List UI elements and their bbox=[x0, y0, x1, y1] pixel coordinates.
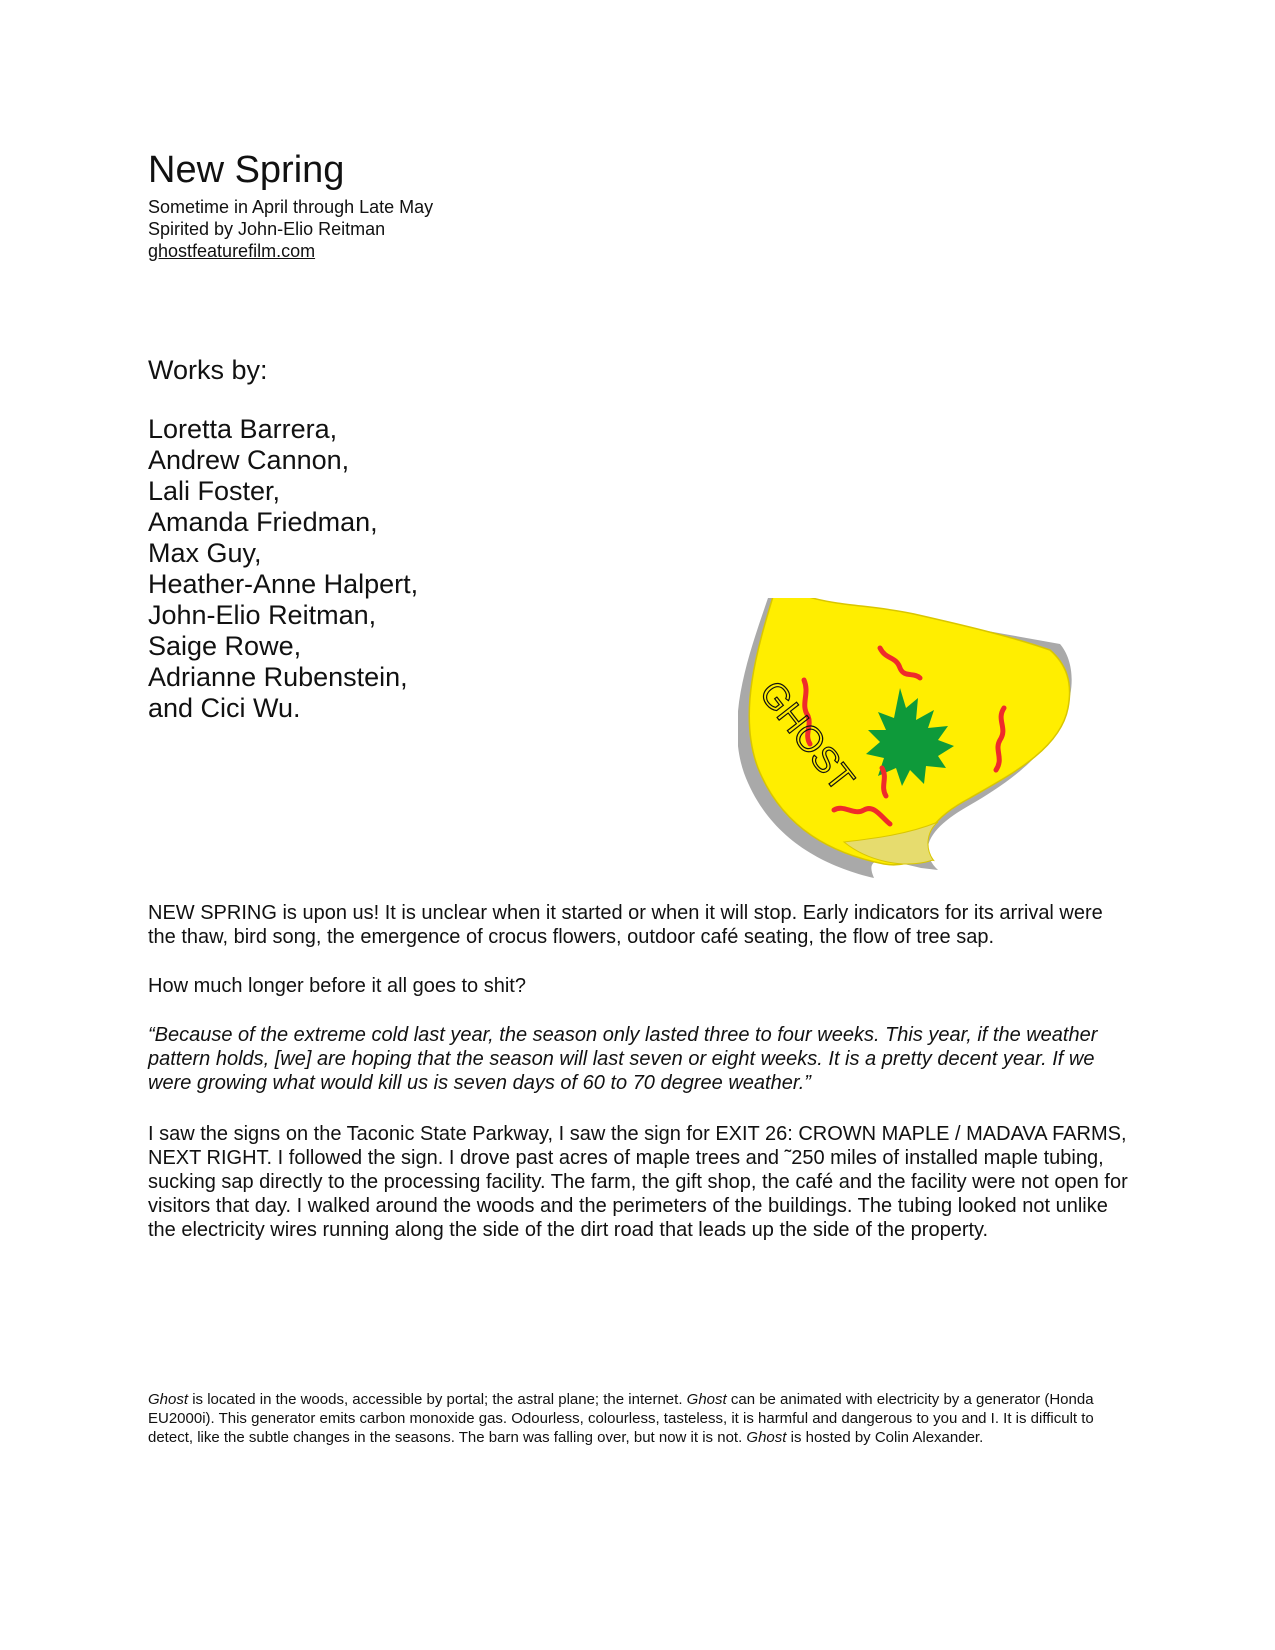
quote-paragraph: “Because of the extreme cold last year, the season only lasted three to four weeks. This year, if the weather pattern holds, [we] are hoping that the season will last seven or eight weeks. It is a pretty decent year. If we were growing what would kill us is seven days of 60 to 70 degree weather.” bbox=[148, 1024, 1098, 1094]
artist-name: and Cici Wu. bbox=[148, 693, 301, 723]
artist-name: Loretta Barrera, bbox=[148, 414, 338, 444]
question-paragraph: How much longer before it all goes to shit? bbox=[148, 975, 526, 997]
footer-note bbox=[148, 1390, 1133, 1447]
works-heading: Works by: bbox=[148, 355, 268, 385]
artist-name: Heather-Anne Halpert, bbox=[148, 569, 419, 599]
event-meta bbox=[148, 196, 433, 262]
footer-text: is hosted by Colin Alexander. bbox=[786, 1429, 984, 1446]
artist-name: Adrianne Rubenstein, bbox=[148, 662, 408, 692]
page-title: New Spring bbox=[148, 149, 345, 191]
event-curator: Spirited by John-Elio Reitman bbox=[148, 219, 386, 239]
ghost-title: Ghost bbox=[148, 1391, 189, 1408]
ghost-title: Ghost bbox=[746, 1429, 787, 1446]
ghost-title: Ghost bbox=[686, 1391, 727, 1408]
artist-name: Lali Foster, bbox=[148, 476, 281, 506]
footer-text: can be animated with electricity by a generator (Honda EU2000i). This generator emits carbon monoxide gas. Odourless, colourless, tasteless, it is harmful and dangerous to you and I. It is difficult to detect, like the subtle changes in the seasons. The barn was falling over, but now it is not. bbox=[148, 1391, 1094, 1446]
artist-name: John-Elio Reitman, bbox=[148, 600, 377, 630]
event-dates: Sometime in April through Late May bbox=[148, 197, 434, 217]
artist-name: Amanda Friedman, bbox=[148, 507, 378, 537]
artist-name: Saige Rowe, bbox=[148, 631, 302, 661]
website-link[interactable]: ghostfeaturefilm.com bbox=[148, 241, 316, 261]
intro-paragraph: NEW SPRING is upon us! It is unclear when it started or when it will stop. Early indicators for its arrival were the thaw, bird song, the emergence of crocus flowers, outdoor café seating, the flow of tree sap. bbox=[148, 902, 1103, 948]
ghost-sticker-logo bbox=[738, 598, 1118, 918]
story-paragraph: I saw the signs on the Taconic State Parkway, I saw the sign for EXIT 26: CROWN MAPLE / MADAVA FARMS, NEXT RIGHT. I followed the sign. I drove past acres of maple trees and ˜250 miles of installed maple tubing, sucking sap directly to the processing facility. The farm, the gift shop, the café and the facility were not open for visitors that day. I walked around the woods and the perimeters of the buildings. The tubing looked not unlike the electricity wires running along the side of the dirt road that leads up the side of the property. bbox=[148, 1123, 1128, 1241]
artist-name: Max Guy, bbox=[148, 538, 262, 568]
ghost-logo-text: GHOST bbox=[751, 672, 863, 799]
artist-list bbox=[148, 414, 418, 724]
artist-name: Andrew Cannon, bbox=[148, 445, 350, 475]
footer-text: is located in the woods, accessible by portal; the astral plane; the internet. bbox=[188, 1391, 687, 1408]
